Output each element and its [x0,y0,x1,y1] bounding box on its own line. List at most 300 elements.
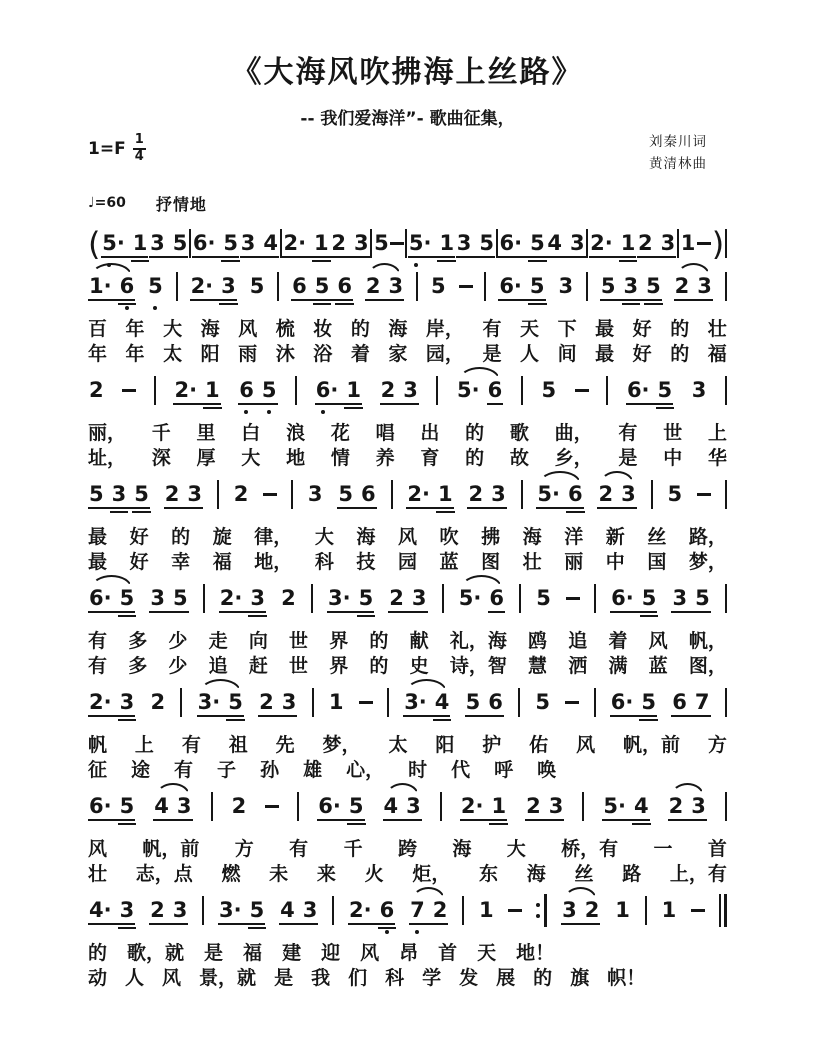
score [88,224,727,991]
held-note-dash [697,493,711,496]
lyrics-row [88,342,727,367]
key-label: 1=F [88,138,126,159]
lyric-syllable: 中 [663,446,683,469]
note: 3· [327,586,351,611]
beam-1 [600,299,662,301]
lyric-syllable: 最 [595,317,615,340]
lyric-syllable: 旋 [212,525,232,548]
beam-2 [632,823,651,825]
note: 3 [691,378,707,403]
lyric-syllable: 律， [254,525,293,548]
lyric-syllable: 有 [482,317,502,340]
note-group [328,692,345,713]
octave-dot-low [125,306,129,310]
lyric-syllable: 心， [346,758,385,781]
repeat-dot [536,914,540,918]
lyric-syllable: 上，有 [669,862,727,885]
lyric-syllable: 路 [622,862,642,885]
note: 3 [548,794,564,819]
note: 5· [458,586,482,611]
note: 6 [120,276,135,297]
note: 4 [435,692,450,713]
note-group [600,276,662,297]
note: 3 [281,690,297,715]
barline [391,480,393,509]
lyric-syllable: 园， [425,342,464,365]
lyric-syllable: 大 [506,837,526,860]
note-group [467,484,506,505]
beam-1 [315,403,362,405]
notes-row [88,274,727,300]
note-group [149,233,188,254]
lyric-syllable: 家 [388,342,408,365]
note: 3 [150,586,165,611]
note: 2 [389,586,404,611]
lyric-syllable: 浪 [286,421,306,444]
beam-1 [408,256,455,258]
lyric-syllable: 大 [241,446,261,469]
note-group [406,484,453,505]
lyricist-credit: 刘秦川词 [649,134,707,150]
music-system [88,586,727,679]
note: 5 [641,692,656,713]
barline [521,480,523,509]
lyric-syllable: 帆，前 [142,837,200,860]
held-note-dash [459,285,473,288]
beam-2 [357,615,376,617]
note-group [535,588,552,609]
note: 3· [219,898,242,923]
barline [436,376,438,405]
barline [586,229,588,258]
notes-row [88,690,727,716]
barline [544,894,547,927]
barline [651,480,653,509]
note: 3 [120,692,135,713]
note-group [388,588,427,609]
open-paren: ( [88,224,101,263]
tempo-row [88,192,727,215]
note-group [88,900,135,921]
lyric-syllable: 风 [238,317,258,340]
lyrics-row [88,862,727,887]
lyric-syllable: 梦， [688,550,727,573]
note: 5 [479,231,495,256]
barline [518,688,520,717]
barline [725,229,727,258]
beam-2 [528,303,547,305]
note-group [478,900,495,921]
barline [387,688,389,717]
note-group [383,796,422,817]
note: 1 [615,898,630,923]
barline [176,272,178,301]
note: 1· [89,274,112,299]
notes-row [88,586,727,612]
note: 2 [598,482,614,507]
note: 3 [491,482,506,507]
held-note-dash [575,389,589,392]
lyric-syllable: 雄 [303,758,323,781]
note: 1 [439,233,454,254]
lyric-syllable: 子 [217,758,237,781]
note-group [365,276,404,297]
beam-1 [674,299,713,301]
lyric-syllable: 风 [88,837,108,860]
note: 6· [318,794,341,819]
note: 3 [403,378,418,403]
lyric-syllable: 唱 [375,421,395,444]
held-note-dash [265,805,279,808]
slur-arc [459,367,500,380]
lyric-syllable: 有 [88,654,108,677]
note: 3 [120,900,135,921]
note-group [614,900,631,921]
beam-2 [118,615,137,617]
note: 2 [526,794,541,819]
note-group [330,233,369,254]
note-group [238,380,277,401]
note: 5 [349,796,364,817]
lyric-syllable: 追 [208,654,228,677]
note: 1 [661,898,677,923]
note-group [197,692,244,713]
lyric-syllable: 图 [481,550,501,573]
beam-1 [88,611,135,613]
lyric-syllable: 呼 [494,758,514,781]
note: 4 [547,231,563,256]
note-group [668,796,707,817]
barline [277,272,279,301]
lyric-syllable: 蓝 [439,550,459,573]
lyric-syllable: 吹 [439,525,459,548]
note-group [173,380,220,401]
lyric-syllable: 丝 [574,862,594,885]
barline [416,272,418,301]
note: 1 [438,484,453,505]
barline [440,792,442,821]
note: 2· [219,586,243,611]
beam-1 [456,256,495,258]
notes-row [88,378,727,404]
lyric-syllable: 的 [465,446,485,469]
beam-2 [622,303,641,305]
note: 3 [307,482,323,507]
note: 1 [205,380,220,401]
beam-1 [337,507,376,509]
octave-dot-low [267,410,271,414]
beam-1 [327,611,374,613]
lyric-syllable: 歌 [509,421,529,444]
note: 1 [328,690,344,715]
lyric-syllable: 一 [653,837,673,860]
lyric-syllable: 世 [663,421,683,444]
note: 5· [409,233,432,254]
lyrics-row [88,654,727,679]
lyric-syllable: 人 [520,342,540,365]
note-group [231,796,248,817]
note-group [430,276,447,297]
note: 2 [638,231,653,256]
note: 3 [388,274,404,299]
barline [586,272,588,301]
note: 2 [584,898,600,923]
slur-arc [368,263,401,276]
lyric-syllable: 里 [196,421,216,444]
music-system [88,274,727,367]
beam-1 [406,507,453,509]
note: 6· [611,586,634,611]
note: 3 [354,231,369,256]
lyric-syllable: 史 [409,654,429,677]
barline [370,229,372,258]
note-group [403,692,450,713]
held-note-dash [565,701,579,704]
lyric-syllable: 多 [128,629,148,652]
note: 5 [541,378,557,403]
beam-1 [602,819,649,821]
lyric-syllable: 慧 [528,654,548,677]
lyric-syllable: 科 [385,966,405,989]
slur-arc [564,887,597,900]
lyric-syllable: 花 [330,421,350,444]
lyric-syllable: 海 [388,317,408,340]
beam-1 [88,819,135,821]
music-system [88,224,727,263]
note-group [280,588,297,609]
note: 3 [172,898,188,923]
lyric-syllable: 百 [88,317,108,340]
slur-arc [412,887,445,900]
slur-arc [539,471,580,484]
note: 6· [89,586,112,611]
note-group [240,233,279,254]
lyric-syllable: 梦， [322,733,361,756]
lyric-syllable: 旗 [570,966,590,989]
lyric-syllable: 帆， [688,629,727,652]
note: 3 [691,794,706,819]
beam-1 [383,819,422,821]
repeat-barline [536,894,547,927]
note-group [602,796,649,817]
lyric-syllable: 着 [608,629,628,652]
lyric-syllable: 福 [243,941,263,964]
barline [519,584,521,613]
repeat-dots [536,903,540,918]
barline [291,480,293,509]
lyric-syllable: 们 [348,966,368,989]
barline [203,584,205,613]
beam-1 [498,299,545,301]
note-group [258,692,297,713]
note: 5· [603,794,626,819]
lyric-syllable: 帆 [88,733,108,756]
note: 3 [672,586,688,611]
note: 5· [457,378,480,403]
lyric-syllable: 上 [707,421,727,444]
lyric-syllable: 白 [241,421,261,444]
note: 5 [374,231,389,256]
music-system [88,794,727,887]
lyric-syllable: 风 [648,629,668,652]
lyric-syllable: 天 [477,941,497,964]
beam-1 [238,403,277,405]
lyric-syllable: 千 [151,421,171,444]
lyrics-row [88,966,727,991]
lyric-syllable: 大 [163,317,183,340]
lyric-syllable: 浴 [313,342,333,365]
lyric-syllable: 火 [364,862,384,885]
beam-1 [409,923,448,925]
note-group [192,233,239,254]
beam-2 [335,303,354,305]
lyric-syllable: 深 [151,446,171,469]
barline [594,584,596,613]
note: 1 [133,233,148,254]
note: 2 [674,274,690,299]
lyric-syllable: 孙 [260,758,280,781]
note: 3 [558,274,574,299]
lyric-syllable: 厚 [196,446,216,469]
note: 2 [380,378,396,403]
lyric-syllable: 上 [134,733,154,756]
lyric-syllable: 的 [533,966,553,989]
lyric-syllable: 曲， [554,421,593,444]
lyric-syllable: 帜！ [607,966,646,989]
note: 5 [249,274,265,299]
lyric-syllable: 下 [557,317,577,340]
lyric-syllable: 追 [568,629,588,652]
note: 6· [626,378,650,403]
note: 5 [228,692,243,713]
note-group [219,588,266,609]
note-group [282,233,329,254]
note: 7 [694,690,710,715]
note: 3 [150,231,165,256]
lyric-syllable: 梳 [275,317,295,340]
note: 6 [337,276,352,297]
lyric-syllable: 大 [314,525,334,548]
lyric-syllable: 有 [88,629,108,652]
note: 5 [667,482,683,507]
note: 5· [102,233,125,254]
slur-arc [461,575,502,588]
lyric-syllable: 海 [200,317,220,340]
note: 5 [430,274,446,299]
note: 5 [223,233,238,254]
note: 5 [148,276,163,297]
beam-1 [403,715,450,717]
lyrics-row [88,317,727,342]
lyric-syllable: 岸， [425,317,464,340]
lyric-syllable: 雨 [238,342,258,365]
beam-2 [489,823,508,825]
lyric-syllable: 福 [212,550,232,573]
lyric-syllable: 界 [329,654,349,677]
note: 6 [568,484,583,505]
expression-mark: 抒情地 [155,194,207,214]
lyric-syllable: 志，点 [135,862,193,885]
lyric-syllable: 间 [557,342,577,365]
lyric-syllable: 国 [647,550,667,573]
note-group [589,233,636,254]
note: 5 [172,231,188,256]
lyric-syllable: 情 [330,446,350,469]
note-group [190,276,237,297]
barline [332,896,334,925]
lyrics-row [88,421,727,446]
note: 4 [263,231,279,256]
lyric-syllable: 途 [131,758,151,781]
beam-1 [671,611,710,613]
beam-2 [639,719,658,721]
note-group [561,900,600,921]
lyric-syllable: 景，就 [199,966,257,989]
note-group [147,276,164,297]
note-group [149,900,188,921]
slur-arc [406,679,447,692]
beam-2 [203,407,222,409]
note: 2· [174,378,198,403]
barline [725,688,727,717]
beam-1 [88,299,135,301]
note: 2 [233,482,249,507]
close-paren: ) [711,224,725,263]
note: 5 [530,276,545,297]
barline [521,376,523,405]
barline [217,480,219,509]
slur-arc [677,263,710,276]
note: 2 [365,274,381,299]
note: 1 [491,796,506,817]
lyric-syllable: 献 [409,629,429,652]
note-group [88,588,135,609]
beam-1 [330,256,369,258]
lyric-syllable: 是 [618,446,638,469]
note-group [348,900,395,921]
lyric-syllable: 地 [286,446,306,469]
held-note-dash [263,493,277,496]
beam-2 [640,615,659,617]
note-group [408,233,455,254]
octave-dot-low [385,930,389,934]
lyric-syllable: 壮 [88,862,108,885]
beam-1 [498,256,545,258]
lyric-syllable: 的 [369,629,389,652]
lyric-syllable: 礼，海 [449,629,507,652]
octave-dot-low [415,930,419,934]
credits [649,131,707,176]
beam-2 [219,303,238,305]
lyric-syllable: 阳 [435,733,455,756]
note: 6 [380,900,395,921]
beam-1 [197,715,244,717]
note: 3· [404,690,427,715]
note: 5 [172,586,188,611]
lyric-syllable: 来 [316,862,336,885]
note: 3 [240,231,256,256]
lyric-syllable: 海 [356,525,376,548]
lyric-syllable: 动 [88,966,108,989]
lyric-syllable: 代 [451,758,471,781]
note: 2· [590,231,613,256]
beam-1 [348,923,395,925]
lyric-syllable: 好 [632,317,652,340]
lyric-syllable: 展 [496,966,516,989]
note: 5 [600,274,616,299]
note-group [88,276,135,297]
beam-2 [378,927,397,929]
